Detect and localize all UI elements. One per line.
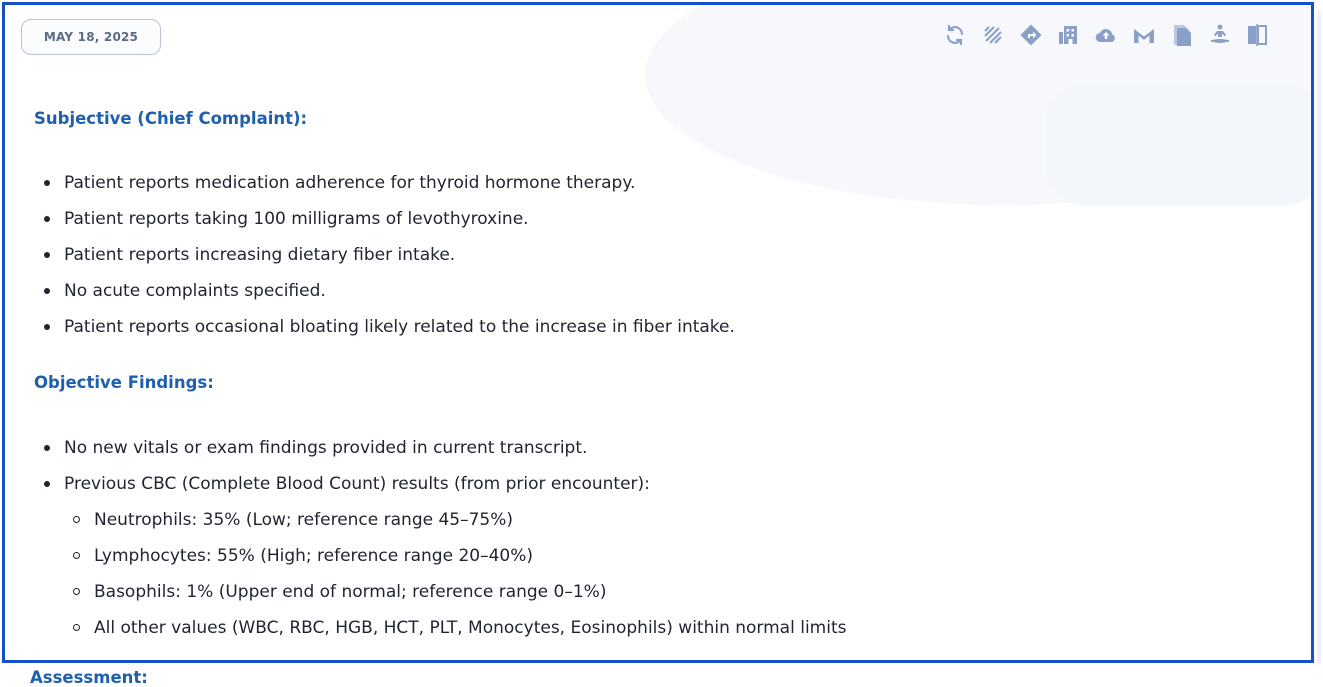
refresh-icon[interactable] xyxy=(943,23,967,47)
assessment-heading: Assessment: xyxy=(30,668,148,687)
sub-list-item: Basophils: 1% (Upper end of normal; reference range 0–1%) xyxy=(42,574,846,610)
meditation-icon[interactable] xyxy=(1208,23,1232,47)
background-shape xyxy=(1045,85,1314,205)
objective-list xyxy=(42,430,846,646)
directions-icon[interactable] xyxy=(1019,23,1043,47)
list-item: Previous CBC (Complete Blood Count) results (from prior encounter): xyxy=(42,466,846,502)
list-item: Patient reports increasing dietary fiber intake. xyxy=(42,237,735,273)
sub-list-item: All other values (WBC, RBC, HGB, HCT, PLT, Monocytes, Eosinophils) within normal limits xyxy=(42,610,846,646)
cloud-upload-icon[interactable] xyxy=(1094,23,1118,47)
scrollbar-thumb[interactable] xyxy=(1317,10,1321,665)
scan-icon[interactable] xyxy=(981,23,1005,47)
gmail-icon[interactable] xyxy=(1132,23,1156,47)
toolbar xyxy=(943,23,1283,47)
split-view-icon[interactable] xyxy=(1245,23,1269,47)
soap-note-panel xyxy=(2,2,1314,663)
list-item: Patient reports occasional bloating likely related to the increase in fiber intake. xyxy=(42,309,735,345)
sub-list-item: Neutrophils: 35% (Low; reference range 45–75%) xyxy=(42,502,846,538)
list-item: Patient reports taking 100 milligrams of levothyroxine. xyxy=(42,201,735,237)
date-badge[interactable]: MAY 18, 2025 xyxy=(21,19,161,55)
list-item: Patient reports medication adherence for thyroid hormone therapy. xyxy=(42,165,735,201)
sub-list-item: Lymphocytes: 55% (High; reference range 20–40%) xyxy=(42,538,846,574)
copy-icon[interactable] xyxy=(1170,23,1194,47)
subjective-heading: Subjective (Chief Complaint): xyxy=(34,109,308,128)
objective-heading: Objective Findings: xyxy=(34,373,214,392)
list-item: No new vitals or exam findings provided in current transcript. xyxy=(42,430,846,466)
subjective-list xyxy=(42,165,735,345)
building-icon[interactable] xyxy=(1056,23,1080,47)
list-item: No acute complaints specified. xyxy=(42,273,735,309)
